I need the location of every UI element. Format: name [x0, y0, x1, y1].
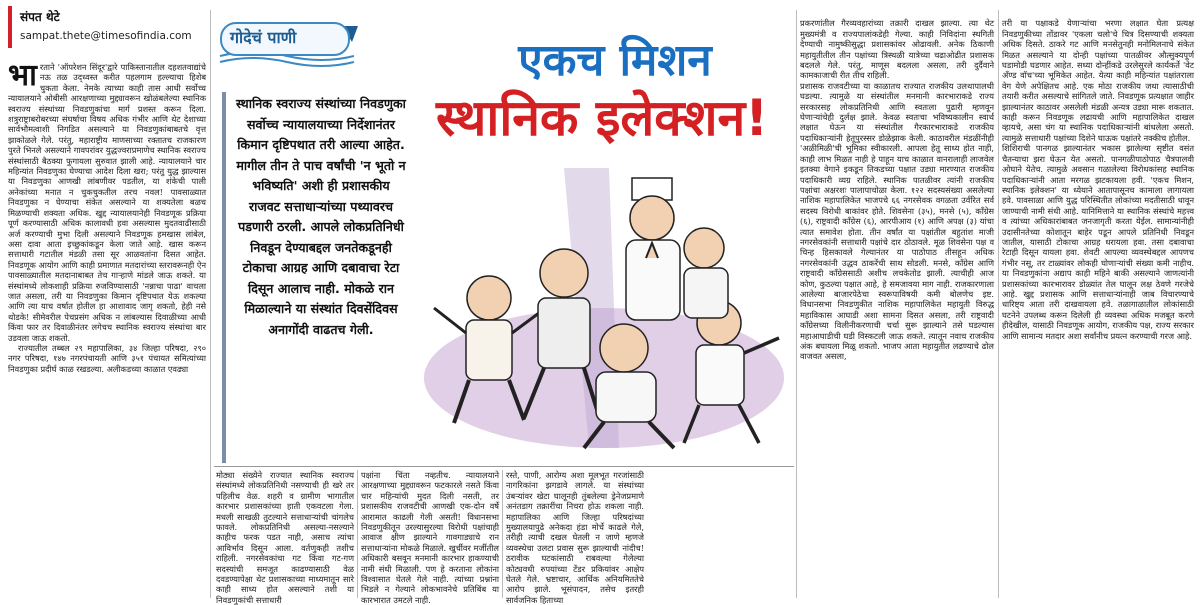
running-politician-back	[684, 228, 728, 318]
headline-line-2: स्थानिक इलेक्शन!	[435, 89, 768, 147]
highlight-text: स्थानिक स्वराज्य संस्थांच्या निवडणुका सर्वोच्च न्यायालयाच्या निर्देशानंतर किमान दृष्टिपथात तरी आल्या आहेत. मागील तीन ते पाच वर्षांची 'न भूतो न भविष्यति' अशी ही प्रशासकीय राजवट सत्ताधाऱ्यांच्या पथ्यावरच पडणारी ठरली. आपले लोकप्रतिनिधी निवडून देण्याबद्दल जनतेकडूनही टोकाचा आग्रह आणि दबावाचा रेटा दिसून आलाच नाही. मोकळे रान मिळाल्याने या संस्थांत दिवसेंदिवस अनागोंदी वाढतच गेली.	[236, 96, 406, 337]
article-column-4	[506, 470, 644, 605]
author-email: sampat.thete@timesofindia.com	[20, 30, 192, 42]
logo-text: गोदेचं पाणी	[230, 28, 297, 47]
article-paragraph-5: रस्ते, पाणी, आरोग्य अशा मूलभूत गरजांसाठी नागरिकांना झगडावे लागले. या संस्थांच्या उंबऱ्यांवर खेटा घालूनही तुंबलेल्या ड्रेनेजप्रमाणे अनंतडाग तक्रारींचा निचरा होऊ शकला नाही. महापालिका आणि जिल्हा परिषदांच्या मुख्यालयापुढे अनेकदा हंडा मोर्चे काढले गेले, तरीही त्याची दखल घेतली न जाणे म्हणजे व्यवस्थेचा उलटा प्रवास सुरू झाल्याची नांदीच! ठरावीक घटकांसाठी राबवल्या गेलेल्या कोट्यवधी रुपयांच्या टेंडर प्रकियांवर आक्षेप घेतले गेले. भ्रष्टाचार, आर्थिक अनियमिततेचे आरोप झाले. भूसंपादन, तसेच इतरही सार्वजनिक हिताच्या	[506, 470, 644, 605]
article-paragraph-7: तरी या पक्षाकडे येणाऱ्यांचा भरणा लक्षात घेता प्रत्यक्ष निवडणुकीच्या तोंडावर 'एकला चलो'चे चित्र दिसण्याची शक्यता अधिक दिसते. ठाकरे गट आणि मनसेतुनही मनोमिलनाचे संकेत मिळत असल्याने या दोन्ही पक्षांच्या पातळीवर औत्सुक्यपूर्ण घडामोडी घडणार आहेत. सध्या दोन्हींकडे उरलेसुरले कार्यकर्ते 'वेट अँण्ड वॉच'च्या भूमिकेत आहेत. येत्या काही महिन्यांत पक्षांतराला वेग येणे अपेक्षितच आहे. एक मोठा राजकीय जथा त्यासाठीची तयारी करीत असल्याचे सांगितले जाते. निवडणूक प्रत्यक्षात जाहीर झाल्यानंतर काठावर असलेली मंडळी अन्यत्र उड्या मारू शकतात. काही करून निवडणूक लढायची आणि महापालिकेत दाखल व्हायचे, असा चंग या स्थानिक पदाधिकाऱ्यांनी बांधलेला असतो. त्यामुळे सत्ताधारी पक्षांच्या दिशेने घाऊक पक्षांतरे नक्कीच होतील. शिशिराची पानगळ झाल्यानंतर भकास झालेल्या सृष्टीत वसंत चैतन्याचा झरा घेऊन येत असतो. पानगळीपाठोपाठ चैत्रपालवी ओघाने येतेच. त्यामुळे अवसान गळालेल्या विरोधकांसह स्थानिक पदाधिकाऱ्यांनी आता मरगळ झटकायला हवी. 'एकच मिशन, स्थानिक इलेक्शन' या ध्येयाने आतापासूनच कामाला लागायला हवे. पावसाळा आणि युद्ध परिस्थितीत लोकांच्या मदतीसाठी धावून जाण्याची नामी संधी आहे. यानिमित्ताने या स्थानिक संस्थांचे महत्त्व व त्यांच्या अधिकारांबाबत जनजागृती करता येईल. सामान्यांनीही उदासीनतेच्या कोशातून बाहेर पडून आपले प्रतिनिधी निवडून जातील, यासाठी टोकाचा आग्रह धरायला हवा. तसा दबावाचा रेटाही दिसून यायला हवा. शेवटी आपल्या व्यवस्थेबद्दल आपणच गंभीर नसू, तर टाळ्यांवर लोकही घोणाऱ्यांची संख्या कमी नाहीच. या निवडणुकांना अद्याप काही महिने बाकी असल्याने जाणत्यांनी प्रशासकांच्या कारभारावर डोळ्यांत तेल घालून लक्ष ठेवणे गरजेचे आहे. खुद्द प्रशासक आणि सत्ताधाऱ्यांनाही जाब विचारण्याचे धारिष्ट्य आता तरी दाखवायला हवे. तळागाळातील लोकांसाठी घटनेने उपलब्ध करून दिलेली ही व्यवस्था अधिक मजबूत करणे हीदेखील, यासाठी निवडणूक आयोग, राजकीय पक्ष, राज्य सरकार आणि सामान्य मतदार अशा सर्वांनीच प्रयत्न करण्याची गरज आहे.	[1002, 18, 1194, 341]
highlight-box	[222, 92, 410, 463]
politician-namaste	[626, 178, 680, 320]
article-paragraph-4: पक्षांना चिंता नव्हतीच. न्यायालयाने आरक्षणाच्या मुद्द्यावरून फटकारले नसते किंवा चार महिन्यांची मुदत दिली नसती, तर प्रशासकीय राजवटीची आणखी एक-दोन वर्षे आरामात काढली गेली असती! विधानसभा निवडणुकीतून उरल्यासुरल्या विरोधी पक्षांचाही आवाज क्षीण झाल्याने गावगाड्याचे रान सत्ताधाऱ्यांना मोकळे मिळाले. खुर्चीवर मर्जीतील अधिकारी बसवून मनमानी कारभार हाकण्याची नामी संधी मिळाली. पण हे करताना लोकांना विश्वासात घेतले गेले नाही. त्यांच्या प्रश्नांना भिडले न गेल्याने लोकभावनेचे प्रतिबिंब या कारभारात उमटले नाही.	[361, 470, 499, 605]
political-cartoon-illustration	[414, 148, 792, 458]
author-name: संपत थेटे	[20, 10, 60, 24]
column-divider	[998, 10, 999, 598]
column-divider	[210, 10, 211, 598]
column-divider	[357, 470, 358, 598]
byline-bar	[8, 6, 12, 48]
column-divider	[796, 10, 797, 598]
article-column-1	[8, 58, 206, 598]
drop-cap: भा	[8, 58, 37, 93]
article-column-5	[800, 8, 994, 598]
article-paragraph-3: मोठ्या संख्येने राज्यात स्थानिक स्वराज्य संस्थांमध्ये लोकप्रतिनिधी नसण्याची ही खरे तर पहिलीच वेळ. शहरी व ग्रामीण भागातील कारभार प्रशासकांच्या हाती एकवटला गेला. मधली साखळी तुटल्याने सत्ताधाऱ्यांची चांगलेच फावले. लोकप्रतिनिधी असल्या-नसल्याने काहीच फरक पडत नाही, असाच त्यांचा आविर्भाव दिसून आला. वर्तणुकही तशीच राहिली. नगरसेवकांचा गट किंवा गट-गण सदस्यांची समजूत काढण्यासाठी वेळ दवडण्यापेक्षा थेट प्रशासकाच्या माध्यमातून सारे काही साध्य होत असल्याने तशी या निवडणुकांची सत्ताधारी	[216, 470, 354, 605]
column-logo	[212, 18, 362, 66]
article-column-6	[1002, 8, 1194, 598]
article-paragraph-1: रताने 'ऑपरेशन सिंदूर'द्वारे पाकिस्तानातील दहशतवाद्यांचे नऊ तळ उद्ध्वस्त करीत पहलगाम हल्ल्याचा हिशेब चुकता केला. नेमके त्याच्या काही तास आधी सर्वोच्च न्यायालयाने ओबीसी आरक्षणाच्या मुद्द्यावरून खोळंबलेल्या स्थानिक स्वराज्य संस्थांच्या निवडणुकांचा मार्ग प्रशस्त करून दिला. शत्रुराष्ट्राबरोबरच्या संघर्षाचा विषय अधिक गंभीर आणि थेट देशाच्या सार्वभौमत्वाशी निगडित असल्याने या निवडणुकांबाबतचे वृत्त झाकोळले गेले. परंतु, महाराष्ट्रीय माणसाच्या रक्तातच राजकारण पुरते भिनले असल्याने गावपरांवर युद्धज्वराप्रमाणेच स्थानिक स्वराज्य संस्थांसाठी बैठक्या फुगायला सुरुवात झाली आहे. न्यायालयाने चार महिन्यांत निवडणुका घेण्याचा आदेश दिला खरा; परंतु युद्ध झाल्यास या निवडणुका आणखी लांबणीवर पडतील, या शंकेची पाली अनेकांच्या मनात न चुकचुकतील तरच नवल! पावसाळ्यात निवडणुका न घेण्याचा संकेत असल्याने या शक्यतेला बळच मिळण्याची शक्यता अधिक. खुद्द न्यायालयानेही निवडणूक प्रक्रिया पूर्ण करण्यासाठी अधिक कालावधी हवा असल्यास मुदतवाढीसाठी अर्ज करण्याची मुभा दिली असल्याने निवडणूक हमखास लांबेल, असा दावा आता इच्छुकांकडून केला जाते आहे. खास करून सत्ताधारी गटातील मंडळी तसा सूर आळवतांना दिसत आहेत. निवडणूक आयोग आणि काही प्रमाणात मतदारांच्या स्तरावरूनही ऐन पावसाळ्यातील मतदानाबाबत तेच गाऱ्हाणे मांडले जाऊ शकते. या संस्थांमध्ये लोकशाही प्रक्रिया रुजविण्यासाठी 'नन्नाचा पाढा' वाचला जात असला, तरी या निवडणुका किमान दृष्टिपथात येऊ शकल्या आणि त्या याच वर्षात होतील हा आशावाद जागृ शकतो, हेही नसे थोडके! सीमेवरील पेचप्रसंग अधिक न लांबल्यास दिवाळीच्या आधी किंवा फार तर दिवाळीनंतर लगेचच स्थानिक स्वराज्य संस्थांचा बार उडवला जाऊ शकतो.	[8, 62, 206, 343]
article-paragraph-6: प्रकरणांतील गैरव्यवहारांच्या तक्रारी दाखल झाल्या. त्या थेट मुख्यमंत्री व राज्यपालांकडेही गेल्या. काही निविदांना स्थगिती देण्याची नामुष्कीसुद्धा प्रशासकांवर ओढावली. अनेक ठिकाणी महायुतीतील तीन पक्षांच्या त्रिस्थळी यात्रेच्या चढाओढीत प्रशासक बदलले गेले. परंतु, माणूस बदलला असला, तरी दुर्दैवाने कामकाजाची रीत तीच राहिली. प्रशासक राजवटीच्या या काळातच राज्यात राजकीय उलथापालथी घडल्या. त्यामुळे या संस्थांतील मनमानी कारभाराकडे राज्य सरकारसह लोकप्रतिनिधी आणि स्वतःला पुढारी म्हणवून घेणाऱ्यांचेही दुर्लक्ष झाले. केवळ स्वतःचा भविष्यकालीन स्वार्थ लक्षात घेऊन या संस्थांतील गैरकारभाराकडे राजकीय पदाधिकाऱ्यांनी हेतूपुरस्सर डोळेझाक केली. काठावरील मंडळींनीही 'अळीमिळी'ची भूमिका स्वीकारली. आपला हेतू साध्य होत नाही, काही लाभ मिळत नाही हे पाहून याच काळात वानरालाही लाजवेल इतक्या वेगाने इकडून तिकडच्या पक्षात उड्या मारण्यात राजकीय पदाधिकारी व्यग्र राहिले. स्थानिक पातळीवर त्यांनी राजकीय पक्षांचा अक्षरशः पालापाचोळा केला. १२२ सदस्यसंख्या असलेल्या नाशिक महापालिकेत भाजपचे ६६ नगरसेवक वगळता उर्वरित सर्व सदस्य विरोधी बाकांवर होते. शिवसेना (३५), मनसे (५), काँग्रेस (६), राष्ट्रवादी काँग्रेस (६), आरपीआय (१) आणि अपक्ष (३) यांचा त्यात समावेश होता. तीन वर्षांत या पक्षांतील बहुतांश माजी नगरसेवकांनी सत्ताधारी पक्षांचे दार ठोठावले. मूळ शिवसेना पक्ष व चिन्ह हिसकावले गेल्यानंतर या पाठोपाठ तीसहून अधिक नगरसेवकांनी उद्धव ठाकरेंची साथ सोडली. मनसे, काँग्रेस आणि राष्ट्रवादी काँग्रेससाठी अशीच लचकेतोड झाली. त्याचीही आज कोण, कुठल्या पक्षात आहे, हे समजावया माग नाही. राजकारणाला आलेल्या बाजारपेठेचा स्वरूपाविषयी कमी बोलणेच इष्ट. विधानसभा निवडणुकीत नाशिक महापालिकेत महायुती विरुद्ध महाविकास आघाडी अशा सामना दिसत असला, तरी राष्ट्रवादी काँग्रेसच्या विलीनीकरणाची चर्चा सुरू झाल्याने तसे घडल्यास महाआघाडीची घडी विस्कटली जाऊ शकते. त्यातून नवाच राजकीय अंक बघायला मिळू शकतो. भाजप आता महायुतीत लढण्याचे ढोल वाजवत असला,	[800, 18, 994, 362]
article-column-3	[361, 470, 499, 605]
section-divider	[214, 466, 794, 467]
article-column-2	[216, 470, 354, 605]
column-divider	[502, 470, 503, 598]
headline-line-1: एकच मिशन	[518, 35, 712, 86]
article-paragraph-2: राज्यातील तब्बल २९ महापालिका, ३४ जिल्हा परिषदा, २९० नगर परिषदा, १४७ नगरपंचायती आणि ३५१ पंचायत समित्यांच्या निवडणुका प्रदीर्घ काळ रखडल्या. अलीकडच्या काळात एवढ्या	[8, 342, 206, 374]
